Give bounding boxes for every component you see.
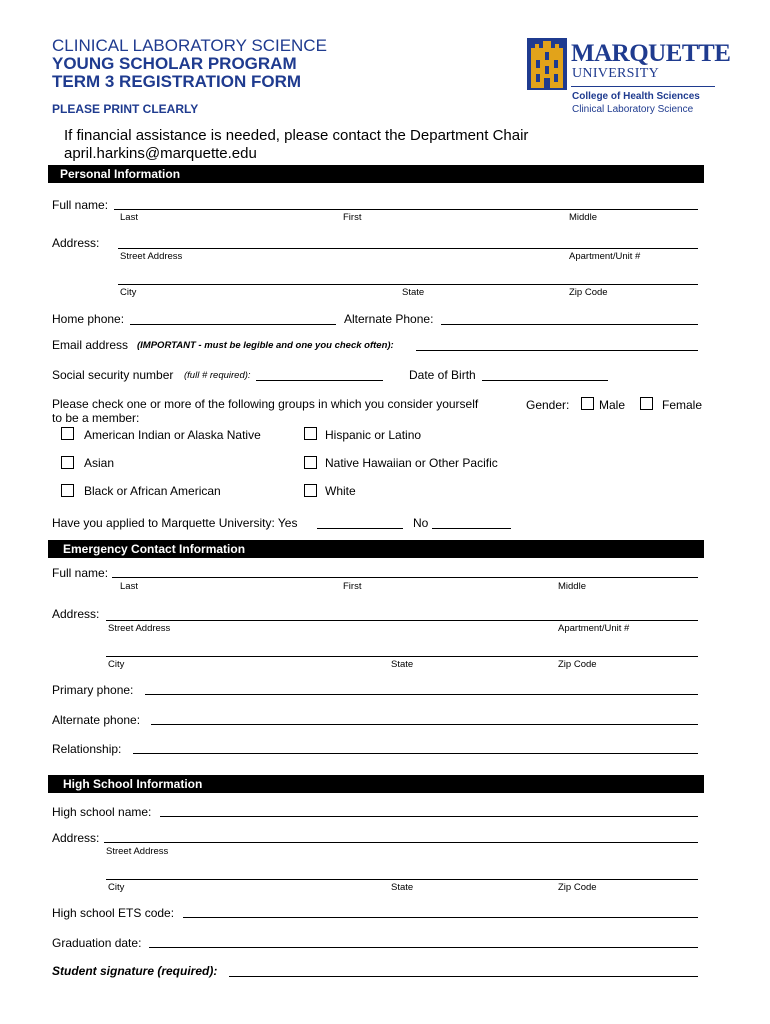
emergency-address-label: Address: xyxy=(52,607,100,621)
section-header-emergency: Emergency Contact Information xyxy=(48,540,704,558)
logo-divider xyxy=(571,86,715,87)
hispanic-label: Hispanic or Latino xyxy=(325,428,422,442)
emergency-middle-caption: Middle xyxy=(558,581,586,592)
dob-label: Date of Birth xyxy=(409,368,476,382)
applied-no-field[interactable] xyxy=(432,528,511,529)
highschool-state-caption: State xyxy=(391,882,414,893)
emergency-apartment-caption: Apartment/Unit # xyxy=(558,623,630,634)
ssn-label: Social security number xyxy=(52,368,174,382)
black-label: Black or African American xyxy=(84,484,221,498)
logo-department: Clinical Laboratory Science xyxy=(572,104,694,115)
emergency-city-field[interactable] xyxy=(106,656,698,657)
logo-marquette: MARQUETTE xyxy=(571,40,731,67)
graduation-date-field[interactable] xyxy=(149,947,698,948)
highschool-zip-caption: Zip Code xyxy=(558,882,597,893)
signature-field[interactable] xyxy=(229,976,698,977)
highschool-name-field[interactable] xyxy=(160,816,698,817)
emergency-alternate-phone-label: Alternate phone: xyxy=(52,713,141,727)
dob-field[interactable] xyxy=(482,380,608,381)
emergency-alternate-phone-field[interactable] xyxy=(151,724,698,725)
address-label: Address: xyxy=(52,236,100,250)
street-caption: Street Address xyxy=(120,251,183,262)
email-field[interactable] xyxy=(416,350,698,351)
emergency-street-field[interactable] xyxy=(106,620,698,621)
relationship-field[interactable] xyxy=(133,753,698,754)
last-caption: Last xyxy=(120,212,138,223)
emergency-full-name-field[interactable] xyxy=(112,577,698,578)
emergency-first-caption: First xyxy=(343,581,362,592)
city-caption: City xyxy=(120,287,137,298)
applied-no-label: No xyxy=(413,516,429,530)
emergency-street-caption: Street Address xyxy=(108,623,171,634)
american-indian-checkbox[interactable] xyxy=(61,427,74,440)
primary-phone-field[interactable] xyxy=(145,694,698,695)
gender-label: Gender: xyxy=(526,398,570,412)
logo-university: UNIVERSITY xyxy=(572,66,659,81)
apartment-caption: Apartment/Unit # xyxy=(569,251,641,262)
female-checkbox[interactable] xyxy=(640,397,653,410)
full-name-field[interactable] xyxy=(114,209,698,210)
alternate-phone-label: Alternate Phone: xyxy=(344,312,434,326)
groups-prompt-cont: to be a member: xyxy=(52,411,140,425)
graduation-date-label: Graduation date: xyxy=(52,936,142,950)
white-checkbox[interactable] xyxy=(304,484,317,497)
header-program-area: CLINICAL LABORATORY SCIENCE xyxy=(52,36,327,55)
marquette-tower-logo-icon xyxy=(527,38,567,90)
male-checkbox[interactable] xyxy=(581,397,594,410)
header-program-name: YOUNG SCHOLAR PROGRAM xyxy=(52,54,297,73)
highschool-street-caption: Street Address xyxy=(106,846,169,857)
first-caption: First xyxy=(343,212,362,223)
emergency-state-caption: State xyxy=(391,659,414,670)
alternate-phone-field[interactable] xyxy=(441,324,698,325)
zip-caption: Zip Code xyxy=(569,287,608,298)
primary-phone-label: Primary phone: xyxy=(52,683,134,697)
state-caption: State xyxy=(402,287,425,298)
native-hawaiian-label: Native Hawaiian or Other Pacific xyxy=(325,456,498,470)
highschool-address-label: Address: xyxy=(52,831,100,845)
email-note: (IMPORTANT - must be legible and one you check often): xyxy=(137,340,394,351)
highschool-name-label: High school name: xyxy=(52,805,152,819)
header-form-title: TERM 3 REGISTRATION FORM xyxy=(52,72,302,91)
highschool-city-field[interactable] xyxy=(106,879,698,880)
emergency-last-caption: Last xyxy=(120,581,138,592)
street-address-field[interactable] xyxy=(118,248,698,249)
emergency-city-caption: City xyxy=(108,659,125,670)
ssn-field[interactable] xyxy=(256,380,383,381)
home-phone-label: Home phone: xyxy=(52,312,125,326)
american-indian-label: American Indian or Alaska Native xyxy=(84,428,261,442)
asian-checkbox[interactable] xyxy=(61,456,74,469)
financial-notice: If financial assistance is needed, please contact the Department Chair xyxy=(64,127,529,144)
highschool-city-caption: City xyxy=(108,882,125,893)
hispanic-checkbox[interactable] xyxy=(304,427,317,440)
emergency-zip-caption: Zip Code xyxy=(558,659,597,670)
highschool-street-field[interactable] xyxy=(104,842,698,843)
middle-caption: Middle xyxy=(569,212,597,223)
asian-label: Asian xyxy=(84,456,115,470)
city-state-zip-field[interactable] xyxy=(118,284,698,285)
black-checkbox[interactable] xyxy=(61,484,74,497)
white-label: White xyxy=(325,484,356,498)
print-clearly-note: PLEASE PRINT CLEARLY xyxy=(52,102,199,116)
applied-yes-field[interactable] xyxy=(317,528,403,529)
logo-college: College of Health Sciences xyxy=(572,91,700,102)
applied-label: Have you applied to Marquette University: Yes xyxy=(52,516,298,530)
native-hawaiian-checkbox[interactable] xyxy=(304,456,317,469)
ets-code-field[interactable] xyxy=(183,917,698,918)
relationship-label: Relationship: xyxy=(52,742,122,756)
section-header-highschool: High School Information xyxy=(48,775,704,793)
email-label: Email address xyxy=(52,338,129,352)
section-header-personal: Personal Information xyxy=(48,165,704,183)
groups-prompt: Please check one or more of the following groups in which you consider yourself xyxy=(52,397,479,411)
ets-code-label: High school ETS code: xyxy=(52,906,175,920)
signature-label: Student signature (required): xyxy=(52,964,218,978)
female-label: Female xyxy=(662,398,703,412)
contact-email[interactable]: april.harkins@marquette.edu xyxy=(64,145,257,162)
home-phone-field[interactable] xyxy=(130,324,336,325)
full-name-label: Full name: xyxy=(52,198,109,212)
ssn-note: (full # required): xyxy=(184,370,251,381)
emergency-full-name-label: Full name: xyxy=(52,566,109,580)
male-label: Male xyxy=(599,398,626,412)
